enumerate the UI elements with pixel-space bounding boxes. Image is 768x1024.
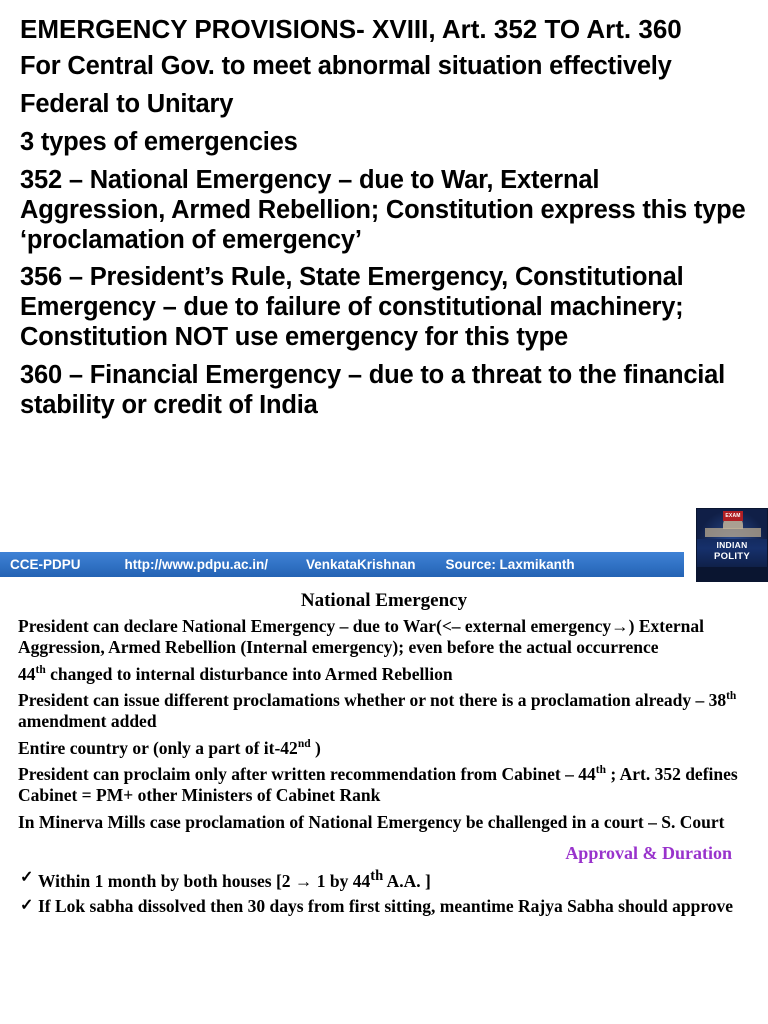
check-icon: ✓ <box>20 869 34 887</box>
line-44th-amendment: 44th changed to internal disturbance into Armed Rebellion <box>18 663 453 684</box>
thumbnail-bottom-strip <box>697 567 767 581</box>
line-entire-country: Entire country or (only a part of it-42nd ) <box>18 737 321 758</box>
bullet-article-356: 356 – President’s Rule, State Emergency, Constitutional Emergency – due to failure of constitutional machinery; Constitution NOT use emergency for this type <box>20 263 684 352</box>
approval-duration-heading: Approval & Duration <box>565 843 732 864</box>
slide-two-content <box>0 616 768 918</box>
bullet-three-types: 3 types of emergencies <box>20 128 298 157</box>
slide-national-emergency <box>0 582 768 1024</box>
bullet-article-360: 360 – Financial Emergency – due to a threat to the financial stability or credit of India <box>20 360 726 419</box>
line-different-proclamations: President can issue different proclamations whether or not there is a proclamation already – 38th amendment added <box>18 690 737 732</box>
line-declare-national-emergency: President can declare National Emergency – due to War(<– external emergency→) External Aggression, Armed Rebellion (Internal emergency); even before the actual occurrence <box>18 616 705 658</box>
check-lok-sabha-dissolved <box>18 896 754 917</box>
bullet-federal-unitary: Federal to Unitary <box>20 90 234 119</box>
slide-two-title: National Emergency <box>300 590 468 611</box>
footer-author: VenkataKrishnan <box>306 557 416 572</box>
thumbnail-exam-badge-label: EXAM <box>725 513 741 519</box>
footer-source: Source: Laxmikanth <box>445 557 575 572</box>
line-minerva-mills: In Minerva Mills case proclamation of National Emergency be challenged in a court – S. Court <box>18 811 725 832</box>
footer-url[interactable]: http://www.pdpu.ac.in/ <box>124 557 268 572</box>
thumbnail-building-base <box>705 528 761 537</box>
check-icon: ✓ <box>20 897 34 915</box>
indian-polity-book-thumbnail <box>696 508 768 582</box>
slide-one-content <box>0 0 768 421</box>
slide-footer-banner <box>0 552 684 577</box>
thumbnail-label-bottom: POLITY <box>713 551 751 562</box>
check-lok-sabha-dissolved-text: If Lok sabha dissolved then 30 days from first sitting, meantime Rajya Sabha should approve <box>38 896 734 917</box>
slide-title: EMERGENCY PROVISIONS- XVIII, Art. 352 TO Art. 360 <box>20 14 682 44</box>
check-within-one-month <box>18 868 754 892</box>
thumbnail-label-top: INDIAN <box>716 540 748 550</box>
bullet-central-gov: For Central Gov. to meet abnormal situation effectively <box>20 52 672 81</box>
line-written-recommendation: President can proclaim only after written recommendation from Cabinet – 44th ; Art. 352 defines Cabinet = PM+ other Ministers of Cabinet Rank <box>18 764 738 806</box>
thumbnail-exam-badge <box>723 511 743 521</box>
footer-org: CCE-PDPU <box>10 557 81 572</box>
check-within-one-month-text: Within 1 month by both houses [2 → 1 by 44th A.A. ] <box>38 868 431 891</box>
bullet-article-352: 352 – National Emergency – due to War, External Aggression, Armed Rebellion; Constitution express this type ‘proclamation of emergency’ <box>20 165 746 254</box>
